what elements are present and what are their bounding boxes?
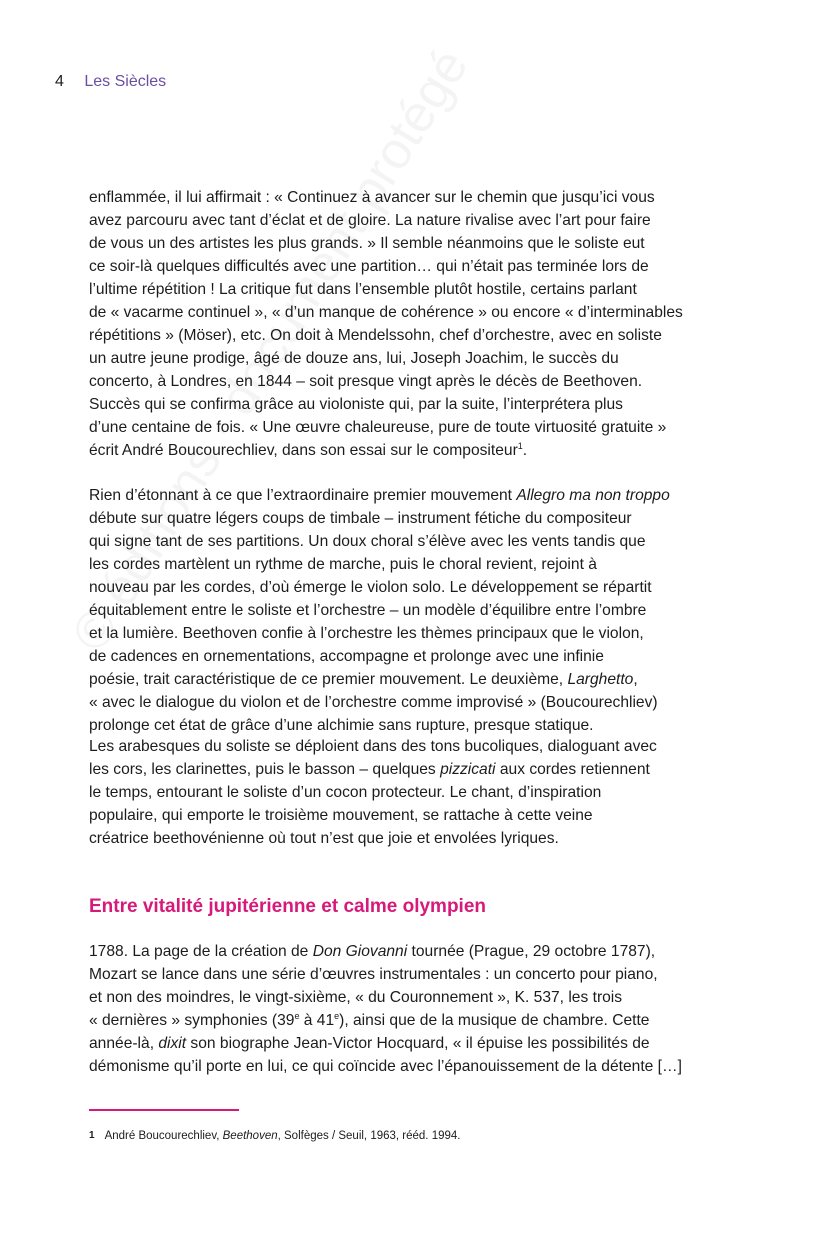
page-number: 4 xyxy=(55,73,64,90)
text-line: le temps, entourant le soliste d’un cocon protecteur. Le chant, d’inspiration xyxy=(89,784,602,801)
footnote-number: 1 xyxy=(89,1130,95,1141)
text-line: Succès qui se confirma grâce au violoniste qui, par la suite, l’interprétera plus xyxy=(89,396,623,413)
text-span: aux cordes retiennent xyxy=(495,761,650,778)
text-line xyxy=(89,758,749,781)
text-span: André Boucourechliev, xyxy=(104,1130,223,1142)
text-line: Mozart se lance dans une série d’œuvres instrumentales : un concerto pour piano, xyxy=(89,966,658,983)
text-span: Rien d’étonnant à ce que l’extraordinaire premier mouvement xyxy=(89,487,517,504)
text-span: à 41 xyxy=(299,1012,335,1029)
text-line: un autre jeune prodige, âgé de douze ans, lui, Joseph Joachim, le succès du xyxy=(89,350,619,367)
running-title: Les Siècles xyxy=(84,73,167,90)
running-header xyxy=(55,72,166,92)
text-line: débute sur quatre légers coups de timbale – instrument fétiche du compositeur xyxy=(89,510,632,527)
text-line: concerto, à Londres, en 1844 – soit presque vingt après le décès de Beethoven. xyxy=(89,373,643,390)
text-span: écrit André Boucourechliev, dans son essai sur le compositeur xyxy=(89,442,518,459)
text-line xyxy=(89,940,749,963)
text-span: 1788. La page de la création de xyxy=(89,943,313,960)
paragraph-4 xyxy=(89,940,749,1078)
italic-term: pizzicati xyxy=(440,761,496,778)
footnote xyxy=(89,1128,460,1144)
italic-title: Larghetto xyxy=(567,671,634,688)
text-line: démonisme qu’il porte en lui, ce qui coïncide avec l’épanouissement de la détente […] xyxy=(89,1058,682,1075)
text-line: « avec le dialogue du violon et de l’orchestre comme improvisé » (Boucourechliev) xyxy=(89,694,658,711)
text-line xyxy=(89,1032,749,1055)
text-line: de « vacarme continuel », « d’un manque de cohérence » ou encore « d’interminables xyxy=(89,304,683,321)
text-span: , xyxy=(633,671,638,688)
text-span: , Solfèges / Seuil, 1963, rééd. 1994. xyxy=(277,1130,461,1142)
text-span: son biographe Jean-Victor Hocquard, « il épuise les possibilités de xyxy=(186,1035,650,1052)
text-line: qui signe tant de ses partitions. Un doux choral s’élève avec les vents tandis que xyxy=(89,533,646,550)
text-line: équitablement entre le soliste et l’orchestre – un modèle d’équilibre entre l’ombre xyxy=(89,602,647,619)
text-line: l’ultime répétition ! La critique fut dans l’ensemble plutôt hostile, certains parlant xyxy=(89,281,637,298)
ordinal-suffix: e xyxy=(334,1010,340,1021)
footnote-divider xyxy=(89,1109,239,1111)
italic-term: dixit xyxy=(158,1035,187,1052)
text-line: et la lumière. Beethoven confie à l’orchestre les thèmes principaux que le violon, xyxy=(89,625,644,642)
text-span: ), ainsi que de la musique de chambre. Cette xyxy=(339,1012,650,1029)
paragraph-2 xyxy=(89,484,749,737)
text-span: tournée (Prague, 29 octobre 1787), xyxy=(407,943,656,960)
italic-title: Beethoven xyxy=(222,1130,278,1142)
text-line: et non des moindres, le vingt-sixième, « du Couronnement », K. 537, les trois xyxy=(89,989,623,1006)
text-line: Les arabesques du soliste se déploient dans des tons bucoliques, dialoguant avec xyxy=(89,738,657,755)
ordinal-suffix: e xyxy=(294,1010,300,1021)
text-span: année-là, xyxy=(89,1035,159,1052)
text-line: de cadences en ornementations, accompagne et prolonge avec une infinie xyxy=(89,648,604,665)
text-span: « dernières » symphonies (39 xyxy=(89,1012,295,1029)
text-line: de vous un des artistes les plus grands. » Il semble néanmoins que le soliste eut xyxy=(89,235,645,252)
text-span: poésie, trait caractéristique de ce premier mouvement. Le deuxième, xyxy=(89,671,568,688)
italic-title: Don Giovanni xyxy=(312,943,408,960)
text-line: populaire, qui emporte le troisième mouvement, se rattache à cette veine xyxy=(89,807,593,824)
footnote-reference[interactable]: 1 xyxy=(517,440,523,451)
text-line xyxy=(89,484,749,507)
paragraph-3 xyxy=(89,735,749,850)
text-line: nouveau par les cordes, d’où émerge le violon solo. Le développement se répartit xyxy=(89,579,652,596)
text-line: prolonge cet état de grâce d’une alchimie sans rupture, presque statique. xyxy=(89,717,594,734)
text-line: les cordes martèlent un rythme de marche, puis le choral revient, rejoint à xyxy=(89,556,597,573)
text-line: ce soir-là quelques difficultés avec une partition… qui n’était pas terminée lors de xyxy=(89,258,649,275)
text-line xyxy=(89,1009,749,1032)
text-line: écrit André Boucourechliev, dans son essai sur le compositeur$^1$. xyxy=(89,440,528,459)
italic-title: Allegro ma non troppo xyxy=(516,487,670,504)
text-line: avez parcouru avec tant d’éclat et de gloire. La nature rivalise avec l’art pour faire xyxy=(89,212,651,229)
paragraph-1 xyxy=(89,186,749,462)
text-line: d’une centaine de fois. « Une œuvre chaleureuse, pure de toute virtuosité gratuite » xyxy=(89,419,667,436)
section-heading: Entre vitalité jupitérienne et calme olympien xyxy=(89,896,487,917)
text-line xyxy=(89,668,749,691)
text-span: les cors, les clarinettes, puis le basson – quelques xyxy=(89,761,441,778)
text-line: créatrice beethovénienne où tout n’est que joie et envolées lyriques. xyxy=(89,830,559,847)
text-line: répétitions » (Möser), etc. On doit à Mendelssohn, chef d’orchestre, avec en soliste xyxy=(89,327,662,344)
text-line: enflammée, il lui affirmait : « Continuez à avancer sur le chemin que jusqu’ici vous xyxy=(89,189,655,206)
